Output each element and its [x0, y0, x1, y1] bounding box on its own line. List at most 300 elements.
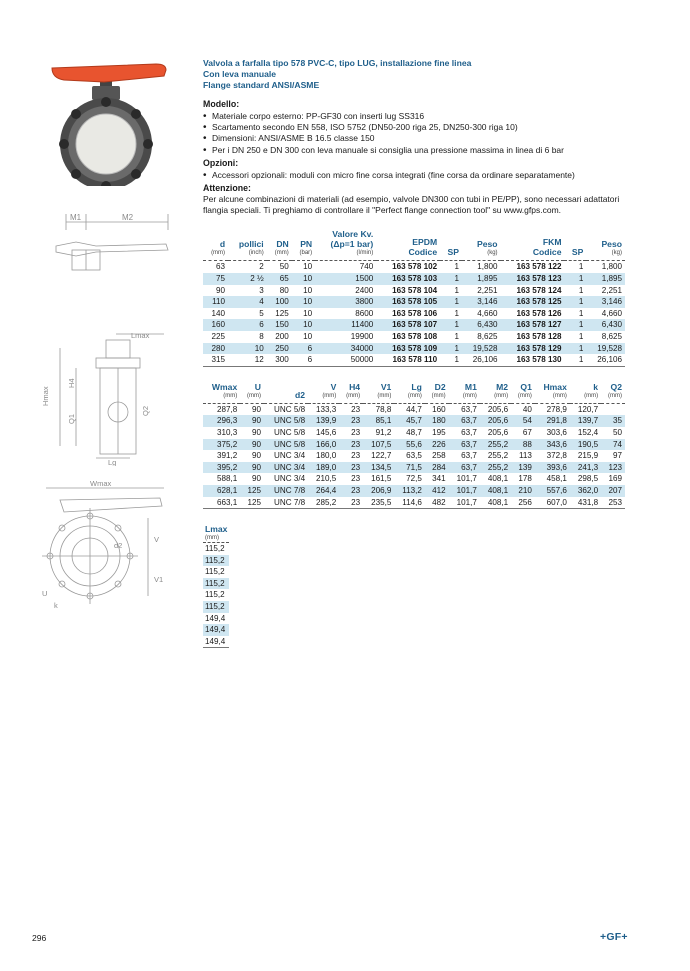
table-row [203, 273, 625, 285]
table-cell: 1 [564, 354, 586, 366]
table-cell: 90 [252, 404, 262, 414]
table-cell: 1 [564, 319, 586, 331]
table-cell: 1 [440, 273, 462, 285]
table-cell: 160 [432, 404, 446, 414]
col-header: Hmax (mm) [535, 382, 570, 404]
dimensions-table [203, 382, 625, 509]
table-cell: 6,430 [586, 319, 625, 331]
col-header: U (mm) [240, 382, 264, 404]
table-cell: 8,625 [477, 331, 498, 341]
table-cell: 163 578 125 [501, 296, 565, 308]
table-cell: 393,6 [535, 462, 570, 474]
table-cell: 163 578 103 [376, 273, 440, 285]
table-cell: 113 [518, 451, 532, 461]
table-row [203, 354, 625, 366]
table-cell: 341 [432, 474, 446, 484]
label-lg: Lg [108, 458, 117, 466]
table-cell: 45,7 [394, 415, 425, 427]
table-cell: 23 [339, 497, 363, 509]
col-header: V (mm) [308, 382, 339, 404]
table-cell: 206,9 [363, 485, 394, 497]
table-cell: 23 [339, 485, 363, 497]
col-header: M2 (mm) [480, 382, 511, 404]
table-cell: 482 [425, 497, 449, 509]
table-cell: 1 [454, 262, 460, 272]
label-k: k [54, 601, 58, 610]
table-cell: 10 [292, 273, 315, 285]
table-cell: 372,8 [546, 451, 567, 461]
table-cell: 235,5 [363, 497, 394, 509]
table-cell: 210,5 [316, 474, 337, 484]
label-m2: M2 [122, 213, 134, 222]
col-header: Peso (kg) [462, 229, 501, 261]
table-cell: 63,7 [461, 427, 477, 437]
table-cell: 90 [252, 474, 262, 484]
table-cell: 163 578 130 [501, 354, 565, 366]
table-cell: 115,2 [203, 601, 229, 613]
table-cell: UNC 5/8 [274, 404, 306, 414]
table-cell: 63,7 [449, 439, 480, 451]
table-cell: 8 [259, 331, 264, 341]
col-header: Peso (kg) [586, 229, 625, 261]
table-cell: 1,895 [586, 273, 625, 285]
table-cell: 163 578 104 [392, 285, 438, 295]
table-cell: 80 [279, 285, 289, 295]
table-cell: 207 [601, 485, 625, 497]
table-cell: 90 [240, 462, 264, 474]
table-cell: 1 [564, 273, 586, 285]
attenzione-heading: Attenzione: [203, 183, 251, 194]
table-cell: 255,2 [480, 462, 511, 474]
table-cell: 152,4 [577, 427, 599, 437]
col-header: V1 (mm) [363, 382, 394, 404]
table-cell: 253 [601, 497, 625, 509]
table-cell: 163 578 127 [501, 319, 565, 331]
table-cell: 163 578 128 [516, 331, 562, 341]
table-cell: 241,3 [570, 462, 601, 474]
label-wmax: Wmax [90, 479, 112, 488]
table-cell: 663,1 [203, 497, 240, 509]
label-q1: Q1 [67, 413, 76, 424]
codes-table [203, 229, 625, 366]
modello-list [203, 111, 625, 156]
table-row [203, 497, 625, 509]
table-cell: 166,0 [308, 439, 339, 451]
table-cell [601, 403, 625, 415]
table-cell: 431,8 [570, 497, 601, 509]
col-header: H4 (mm) [339, 382, 363, 404]
table-cell: 215,9 [577, 451, 599, 461]
table-cell: 458,1 [546, 474, 567, 484]
table-cell: 63,7 [449, 462, 480, 474]
table-cell: 1500 [315, 273, 376, 285]
content-column [203, 58, 625, 648]
table-cell: 163 578 126 [516, 308, 562, 318]
table-cell: 163 578 109 [376, 343, 440, 355]
table-cell: 48,7 [406, 427, 422, 437]
table-cell: 23 [339, 462, 363, 474]
table-cell: 1 [454, 285, 460, 295]
table-cell: 205,6 [487, 404, 509, 414]
table-cell: UNC 7/8 [264, 497, 308, 509]
table-cell: 44,7 [406, 404, 422, 414]
label-u: U [42, 589, 48, 598]
table-row [203, 261, 625, 273]
table-cell: 1,800 [601, 262, 622, 272]
table-cell: 2,251 [601, 285, 622, 295]
list-item: • Per i DN 250 e DN 300 con leva manuale si consiglia una pressione massima in linea di 6 bar [203, 145, 625, 156]
table-cell: UNC 5/8 [274, 427, 306, 437]
label-d2: d2 [114, 541, 123, 550]
table-row [203, 613, 229, 625]
table-cell: 1 [440, 296, 462, 308]
table-cell: 8600 [355, 308, 374, 318]
table-cell: 160 [203, 319, 228, 331]
table-cell: 107,5 [363, 439, 394, 451]
col-header: PN (bar) [292, 229, 315, 261]
table-cell: 139,9 [308, 415, 339, 427]
table-cell: UNC 3/4 [274, 474, 306, 484]
list-item: • Scartamento secondo EN 558, ISO 5752 (DN50-200 riga 25, DN250-300 riga 10) [203, 122, 625, 133]
table-cell: 19900 [350, 331, 374, 341]
table-cell: 54 [511, 415, 535, 427]
table-cell: 280 [203, 343, 228, 355]
table-cell: 1 [454, 331, 460, 341]
table-cell: 122,7 [371, 451, 392, 461]
table-row [203, 285, 625, 297]
table-cell: 10 [303, 285, 313, 295]
table-cell: 189,0 [308, 462, 339, 474]
table-cell: 125 [240, 497, 264, 509]
product-photo [44, 56, 174, 186]
table-cell: 408,1 [487, 474, 509, 484]
table-cell: 4 [228, 296, 267, 308]
table-cell: 23 [339, 415, 363, 427]
lmax-table [203, 524, 229, 648]
table-cell: 63,5 [406, 451, 422, 461]
col-header: D2 (mm) [425, 382, 449, 404]
table-cell: 10 [292, 319, 315, 331]
table-cell: 63,7 [449, 415, 480, 427]
table-row [203, 450, 625, 462]
table-row [203, 473, 625, 485]
table-cell: 1 [440, 343, 462, 355]
table-cell: 115,2 [205, 544, 225, 554]
opzioni-list [203, 170, 625, 181]
table-cell: 258 [432, 451, 446, 461]
table-cell: 90 [216, 285, 226, 295]
col-header: Valore Kv. (Δp=1 bar) (l/min) [315, 229, 376, 261]
table-cell: 63 [216, 262, 226, 272]
table-cell: 225 [211, 331, 226, 341]
table-row [203, 485, 625, 497]
table-cell: 163 578 124 [516, 285, 562, 295]
table-cell: 163 578 108 [392, 331, 438, 341]
table-cell: 1 [440, 354, 462, 366]
table-cell: 133,3 [316, 404, 337, 414]
table-cell: 408,1 [480, 485, 511, 497]
table-cell: 10 [303, 331, 313, 341]
table-cell: 23 [339, 439, 363, 451]
table-cell: 19,528 [586, 343, 625, 355]
table-cell: 256 [511, 497, 535, 509]
table-cell: 115,2 [203, 555, 229, 567]
col-header: d2 [264, 382, 308, 404]
table-cell: 100 [267, 296, 292, 308]
table-cell: 1,800 [477, 262, 498, 272]
table-cell: 23 [351, 427, 361, 437]
table-row [203, 543, 229, 555]
table-cell: 408,1 [480, 497, 511, 509]
table-cell: 628,1 [203, 485, 240, 497]
table-cell: 125 [240, 485, 264, 497]
col-header: Lg (mm) [394, 382, 425, 404]
table-cell: 10 [292, 296, 315, 308]
table-cell: 140 [211, 308, 226, 318]
table-cell: 6,430 [462, 319, 501, 331]
table-cell: 10 [228, 343, 267, 355]
table-row [203, 439, 625, 451]
table-cell: 1 [578, 262, 584, 272]
table-cell: 23 [351, 404, 361, 414]
table-row [203, 331, 625, 343]
label-h4: H4 [67, 378, 76, 388]
table-cell: 1 [454, 308, 460, 318]
table-cell: 375,2 [203, 439, 240, 451]
table-cell: 134,5 [363, 462, 394, 474]
table-cell: UNC 7/8 [264, 485, 308, 497]
table-row [203, 427, 625, 439]
table-cell: 557,6 [535, 485, 570, 497]
col-header: Q1 (mm) [511, 382, 535, 404]
table-cell: 63,7 [461, 451, 477, 461]
table-cell: 264,4 [308, 485, 339, 497]
table-cell: 5 [259, 308, 264, 318]
table-cell: 150 [267, 319, 292, 331]
table-row [203, 319, 625, 331]
table-cell: 19,528 [462, 343, 501, 355]
table-cell: 163 578 107 [376, 319, 440, 331]
table-cell: 85,1 [363, 415, 394, 427]
table-cell: 149,4 [203, 636, 229, 648]
table-cell: 205,6 [480, 415, 511, 427]
table-cell: 50000 [315, 354, 376, 366]
table-cell: 1 [578, 331, 584, 341]
col-header: M1 (mm) [449, 382, 480, 404]
table-cell: 3 [259, 285, 264, 295]
table-cell: 2 ½ [228, 273, 267, 285]
table-cell: 1 [578, 308, 584, 318]
table-cell: 226 [425, 439, 449, 451]
table-cell: 210 [511, 485, 535, 497]
table-cell: 1 [578, 285, 584, 295]
table-cell: 90 [240, 439, 264, 451]
attenzione-text: Per alcune combinazioni di materiali (ad esempio, valvole DN300 con tubi in PE/PP), sono necessari adattatori flangia speciali. Ti preghiamo di controllare il "Perfect flange connection tool" su www.gfps.com. [203, 194, 620, 216]
table-row [203, 343, 625, 355]
table-row [203, 601, 229, 613]
table-cell: 4,660 [477, 308, 498, 318]
table-cell: 278,9 [546, 404, 567, 414]
table-cell: 35 [601, 415, 625, 427]
col-header: EPDM Codice [376, 229, 440, 261]
table-cell: 2 [259, 262, 264, 272]
table-cell: 120,7 [577, 404, 599, 414]
table-cell: 3800 [315, 296, 376, 308]
label-lmax: Lmax [131, 331, 150, 340]
table-cell: 10 [303, 262, 313, 272]
col-header: Q2 (mm) [601, 382, 625, 404]
col-header: k (mm) [570, 382, 601, 404]
table-cell: 11400 [315, 319, 376, 331]
table-cell: 110 [203, 296, 228, 308]
table-cell: 315 [203, 354, 228, 366]
table-cell: 2400 [355, 285, 374, 295]
table-cell: 78,8 [375, 404, 392, 414]
product-title [203, 58, 625, 91]
table-cell: 125 [275, 308, 289, 318]
table-cell: 1 [564, 296, 586, 308]
table-cell: 75 [203, 273, 228, 285]
table-cell: 115,2 [203, 578, 229, 590]
label-hmax: Hmax [41, 386, 50, 406]
table-cell: UNC 5/8 [264, 415, 308, 427]
table-cell: 55,6 [394, 439, 425, 451]
table-cell: 303,6 [546, 427, 567, 437]
top-view-drawing [36, 478, 166, 613]
table-cell: 97 [612, 451, 622, 461]
table-cell: 3,146 [462, 296, 501, 308]
label-q2: Q2 [141, 405, 150, 416]
table-cell: 3,146 [586, 296, 625, 308]
table-row [203, 566, 229, 578]
title-line-1: Valvola a farfalla tipo 578 PVC-C, tipo LUG, installazione fine linea [203, 58, 472, 68]
table-cell: 50 [612, 427, 622, 437]
table-cell: 180 [425, 415, 449, 427]
col-header: SP [564, 229, 586, 261]
table-cell: 91,2 [375, 427, 392, 437]
table-cell: 285,2 [308, 497, 339, 509]
table-row [203, 462, 625, 474]
table-cell: UNC 3/4 [274, 451, 306, 461]
col-header: FKM Codice [501, 229, 565, 261]
label-m1: M1 [70, 213, 82, 222]
table-cell: 71,5 [394, 462, 425, 474]
table-cell: 255,2 [487, 451, 509, 461]
table-cell: 588,1 [216, 474, 238, 484]
table-cell: 163 578 123 [501, 273, 565, 285]
table-cell: 180,0 [316, 451, 337, 461]
table-cell: 395,2 [203, 462, 240, 474]
table-cell: 139 [511, 462, 535, 474]
table-cell: 163 578 110 [376, 354, 440, 366]
list-item: • Materiale corpo esterno: PP-GF30 con inserti lug SS316 [203, 111, 625, 122]
table-cell: 6 [292, 343, 315, 355]
table-cell: 250 [267, 343, 292, 355]
table-cell: 74 [601, 439, 625, 451]
list-item: • Accessori opzionali: moduli con micro fine corsa integrati (fine corsa da ordinare separatamente) [203, 170, 625, 181]
table-cell: 26,106 [586, 354, 625, 366]
table-cell: 161,5 [371, 474, 392, 484]
table-cell: 412 [425, 485, 449, 497]
table-cell: 287,8 [216, 404, 238, 414]
gf-logo: +GF+ [600, 931, 628, 943]
table-cell: 6 [292, 354, 315, 366]
table-cell: 1 [564, 343, 586, 355]
table-cell: 1 [440, 319, 462, 331]
table-cell: 298,5 [577, 474, 599, 484]
table-row [203, 403, 625, 415]
table-cell: 90 [252, 451, 262, 461]
table-cell: 163 578 102 [392, 262, 438, 272]
table-cell: 284 [425, 462, 449, 474]
table-cell: 23 [351, 451, 361, 461]
table-cell: 40 [522, 404, 532, 414]
modello-heading: Modello: [203, 99, 240, 109]
table-cell: 190,5 [570, 439, 601, 451]
table-cell: 72,5 [406, 474, 422, 484]
table-cell: 115,2 [205, 590, 225, 600]
table-cell: 149,4 [203, 624, 229, 636]
table-cell: 169 [608, 474, 622, 484]
col-header: d (mm) [203, 229, 228, 261]
table-cell: 67 [522, 427, 532, 437]
col-header: Lmax (mm) [205, 524, 228, 542]
table-row [203, 589, 229, 601]
table-cell: 65 [267, 273, 292, 285]
front-view-drawing [36, 326, 166, 466]
table-cell: 113,2 [394, 485, 425, 497]
table-cell: 4,660 [601, 308, 622, 318]
table-row [203, 624, 229, 636]
table-cell: 205,6 [487, 427, 509, 437]
table-cell: 6 [228, 319, 267, 331]
table-row [203, 296, 625, 308]
opzioni-heading: Opzioni: [203, 157, 239, 168]
label-v: V [154, 535, 160, 544]
table-cell: 296,3 [203, 415, 240, 427]
table-row [203, 415, 625, 427]
table-cell: 163 578 105 [376, 296, 440, 308]
table-cell: 139,7 [570, 415, 601, 427]
table-row [203, 636, 229, 648]
table-cell: 12 [228, 354, 267, 366]
table-cell: 90 [252, 427, 262, 437]
page-number: 296 [32, 933, 47, 943]
table-cell: 607,0 [535, 497, 570, 509]
table-cell: 163 578 122 [516, 262, 562, 272]
table-cell: 101,7 [449, 497, 480, 509]
table-cell: UNC 5/8 [264, 439, 308, 451]
table-cell: 101,7 [456, 474, 477, 484]
table-row [203, 578, 229, 590]
table-cell: 300 [267, 354, 292, 366]
table-cell: 362,0 [570, 485, 601, 497]
table-cell: 114,6 [394, 497, 425, 509]
label-v1: V1 [154, 575, 164, 584]
table-cell: 740 [359, 262, 374, 272]
side-view-drawing [36, 208, 186, 278]
table-cell: 391,2 [216, 451, 238, 461]
table-cell: 163 578 106 [392, 308, 438, 318]
list-item: • Dimensioni: ANSI/ASME B 16.5 classe 150 [203, 133, 625, 144]
table-cell: 101,7 [449, 485, 480, 497]
table-cell: 90 [240, 415, 264, 427]
table-cell: 163 578 129 [501, 343, 565, 355]
table-cell: 145,6 [316, 427, 337, 437]
table-cell: 88 [511, 439, 535, 451]
table-cell: 195 [432, 427, 446, 437]
col-header: SP [440, 229, 462, 261]
